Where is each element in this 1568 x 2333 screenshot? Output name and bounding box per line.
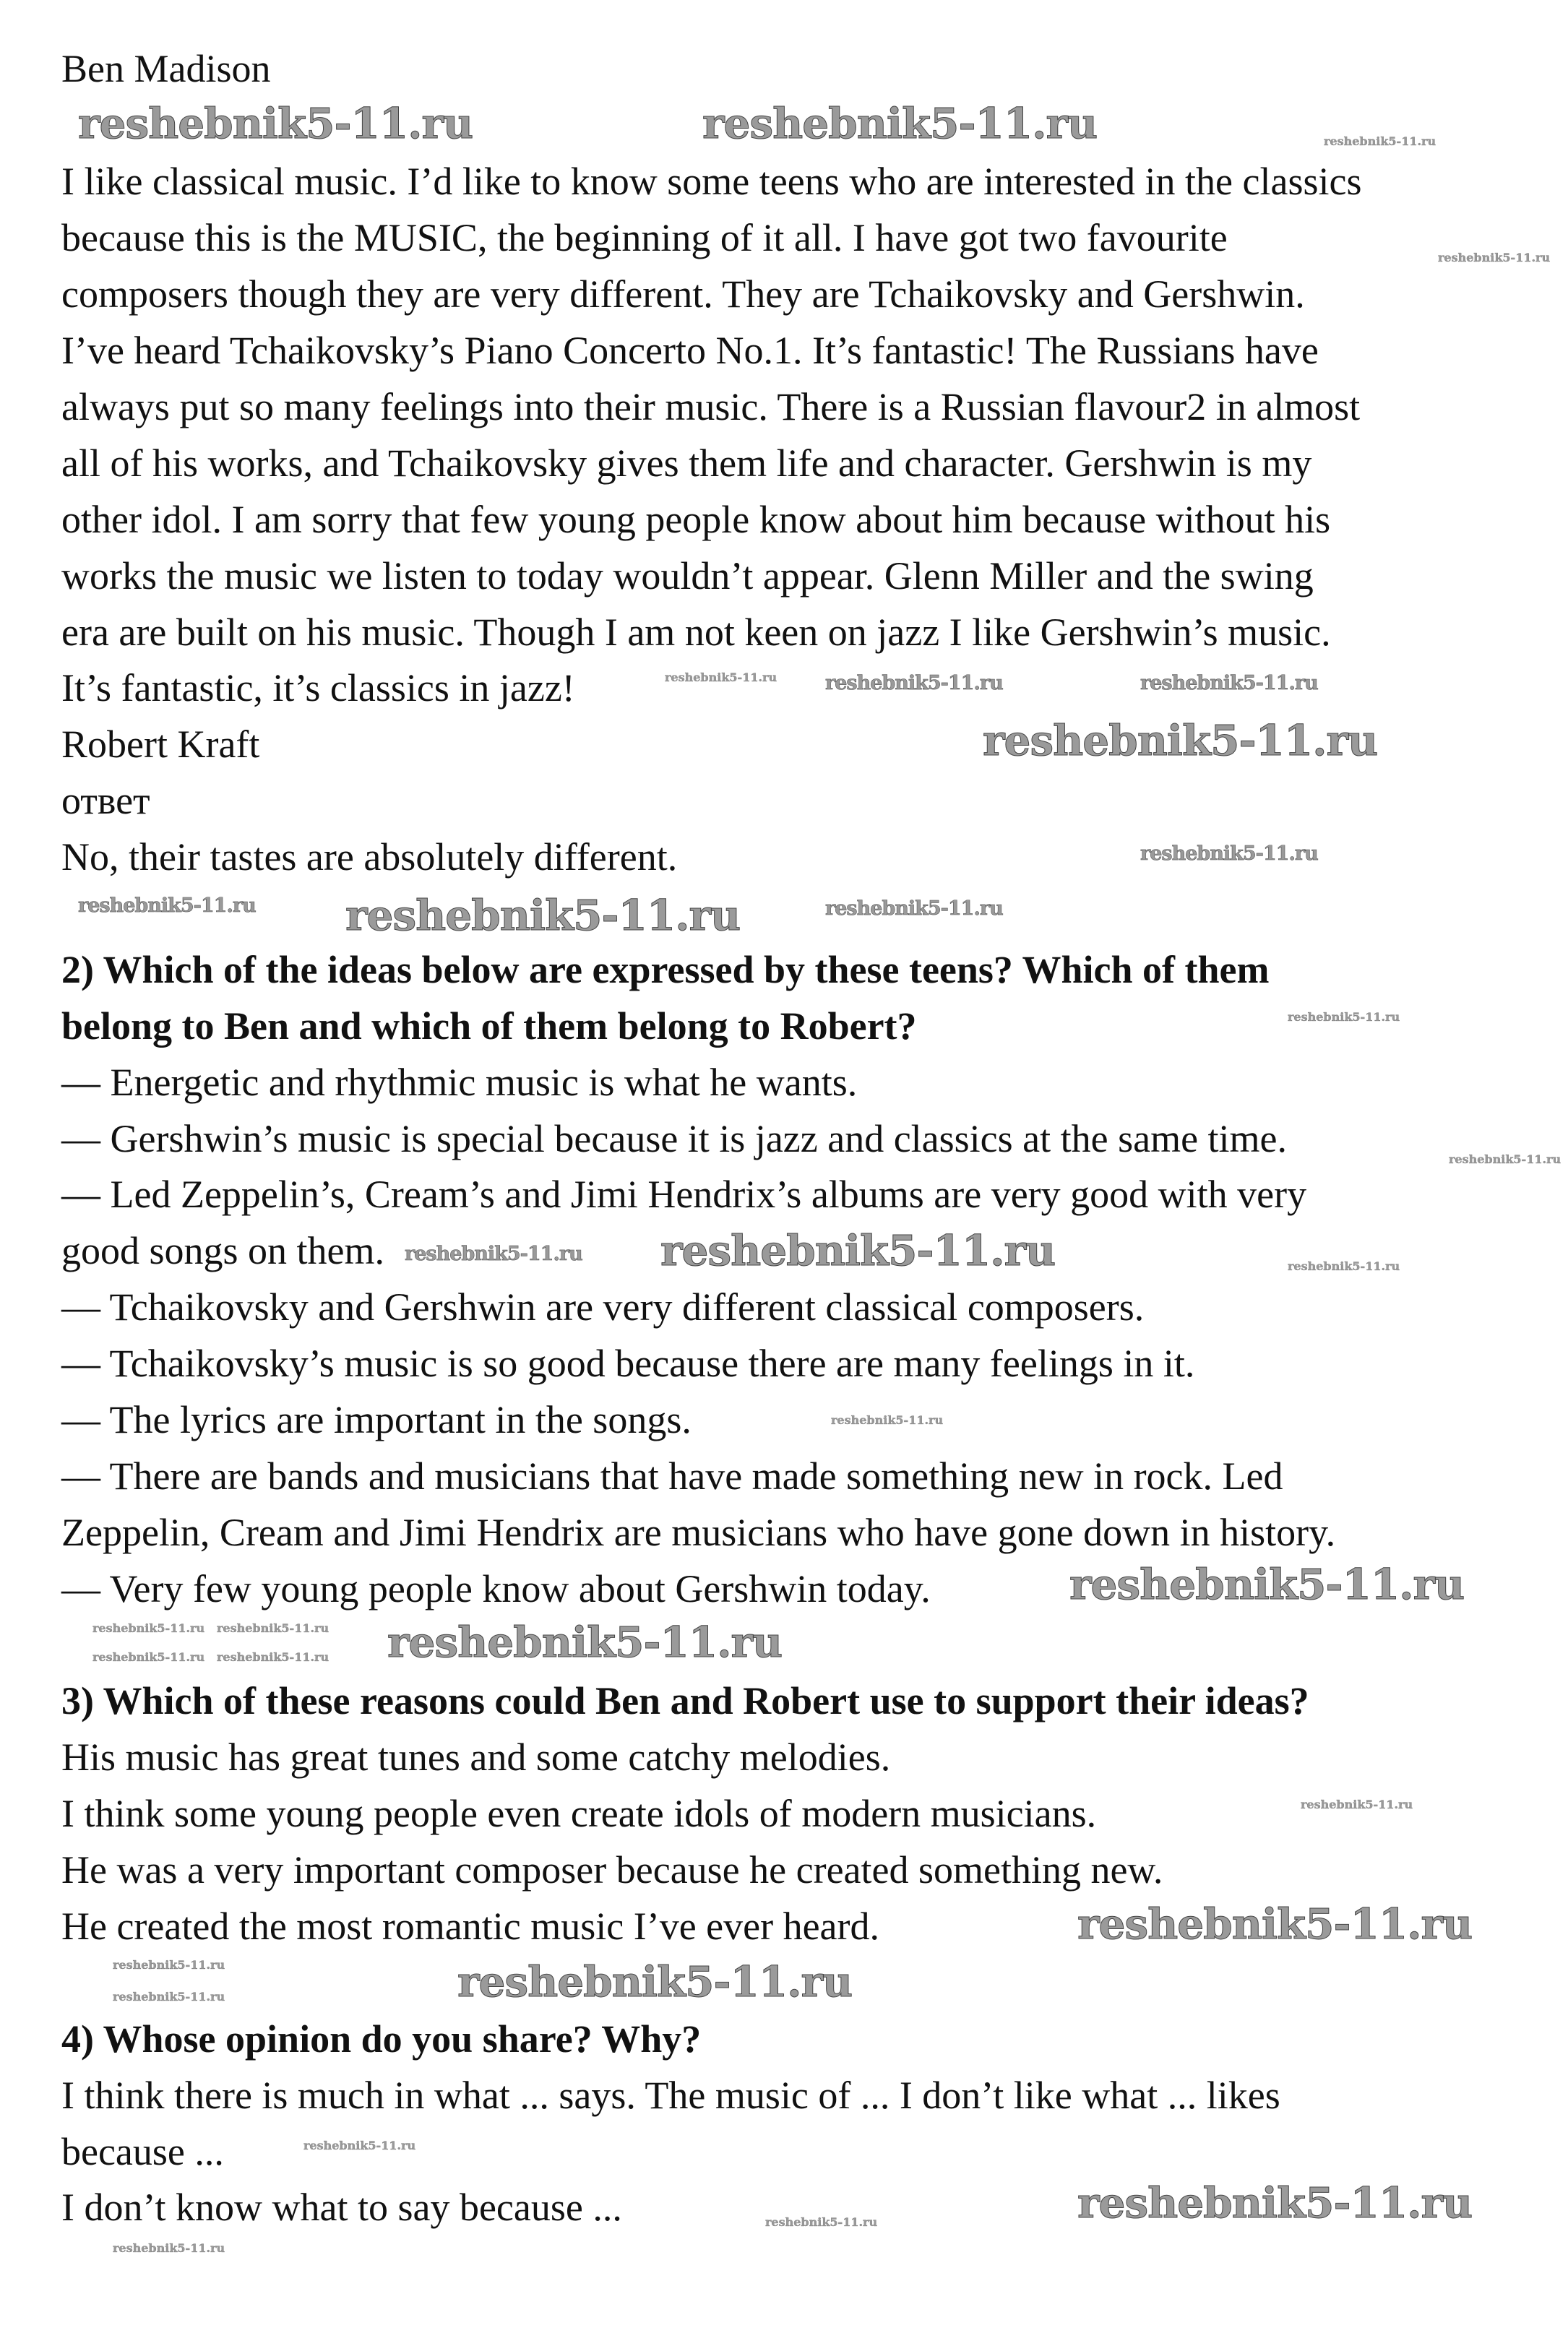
watermark: reshebnik5-11.ru xyxy=(92,1650,205,1664)
reason-line: He was a very important composer because he created something new. xyxy=(61,1848,1163,1892)
watermark: reshebnik5-11.ru xyxy=(113,1990,225,2004)
author-ben-madison: Ben Madison xyxy=(61,47,271,90)
idea-line: — Very few young people know about Gershwin today. xyxy=(61,1567,931,1610)
answer-text: No, their tastes are absolutely different. xyxy=(61,835,678,879)
watermark: reshebnik5-11.ru xyxy=(1301,1798,1413,1811)
idea-line: — There are bands and musicians that have made something new in rock. Led xyxy=(61,1454,1283,1498)
watermark: reshebnik5-11.ru xyxy=(387,1618,783,1667)
watermark: reshebnik5-11.ru xyxy=(1449,1152,1561,1166)
idea-line: — Tchaikovsky and Gershwin are very different classical composers. xyxy=(61,1285,1145,1329)
watermark: reshebnik5-11.ru xyxy=(1324,134,1436,148)
paragraph-line: composers though they are very different. They are Tchaikovsky and Gershwin. xyxy=(61,272,1305,316)
question-3-heading: 3) Which of these reasons could Ben and Robert use to support their ideas? xyxy=(61,1679,1309,1722)
watermark: reshebnik5-11.ru xyxy=(825,672,1003,694)
paragraph-line: era are built on his music. Though I am not keen on jazz I like Gershwin’s music. xyxy=(61,611,1331,654)
idea-line: — The lyrics are important in the songs. xyxy=(61,1398,692,1441)
watermark: reshebnik5-11.ru xyxy=(92,1621,205,1635)
watermark: reshebnik5-11.ru xyxy=(702,99,1098,148)
watermark: reshebnik5-11.ru xyxy=(405,1243,582,1265)
watermark: reshebnik5-11.ru xyxy=(1077,1899,1473,1949)
opinion-line: I don’t know what to say because ... xyxy=(61,2186,622,2229)
watermark: reshebnik5-11.ru xyxy=(1140,842,1318,865)
watermark: reshebnik5-11.ru xyxy=(78,99,473,148)
answer-label: ответ xyxy=(61,779,150,822)
reason-line: His music has great tunes and some catchy melodies. xyxy=(61,1735,891,1779)
watermark: reshebnik5-11.ru xyxy=(831,1413,944,1427)
watermark: reshebnik5-11.ru xyxy=(660,1226,1056,1275)
paragraph-line: It’s fantastic, it’s classics in jazz! xyxy=(61,666,575,710)
watermark: reshebnik5-11.ru xyxy=(1140,672,1318,694)
watermark: reshebnik5-11.ru xyxy=(1077,2178,1473,2228)
question-4-heading: 4) Whose opinion do you share? Why? xyxy=(61,2017,702,2061)
watermark: reshebnik5-11.ru xyxy=(113,2241,225,2255)
watermark: reshebnik5-11.ru xyxy=(217,1621,329,1635)
author-robert-kraft: Robert Kraft xyxy=(61,723,260,766)
paragraph-line: all of his works, and Tchaikovsky gives them life and character. Gershwin is my xyxy=(61,441,1312,485)
watermark: reshebnik5-11.ru xyxy=(1288,1259,1400,1273)
idea-line: Zeppelin, Cream and Jimi Hendrix are musicians who have gone down in history. xyxy=(61,1511,1336,1554)
paragraph-line: I like classical music. I’d like to know some teens who are interested in the classics xyxy=(61,160,1362,203)
question-2-heading: 2) Which of the ideas below are expressed by these teens? Which of them xyxy=(61,948,1270,991)
watermark: reshebnik5-11.ru xyxy=(983,716,1378,765)
reason-line: I think some young people even create idols of modern musicians. xyxy=(61,1792,1097,1835)
watermark: reshebnik5-11.ru xyxy=(825,897,1003,920)
opinion-line: because ... xyxy=(61,2130,224,2173)
question-2-heading: belong to Ben and which of them belong to Robert? xyxy=(61,1004,917,1048)
watermark: reshebnik5-11.ru xyxy=(1069,1560,1465,1609)
idea-line: good songs on them. xyxy=(61,1229,385,1272)
idea-line: — Gershwin’s music is special because it is jazz and classics at the same time. xyxy=(61,1117,1288,1160)
idea-line: — Led Zeppelin’s, Cream’s and Jimi Hendrix’s albums are very good with very xyxy=(61,1173,1307,1216)
watermark: reshebnik5-11.ru xyxy=(303,2139,416,2152)
watermark: reshebnik5-11.ru xyxy=(113,1958,225,1972)
paragraph-line: because this is the MUSIC, the beginning of it all. I have got two favourite xyxy=(61,216,1228,259)
paragraph-line: works the music we listen to today wouldn’t appear. Glenn Miller and the swing xyxy=(61,554,1314,598)
watermark: reshebnik5-11.ru xyxy=(457,1957,853,2006)
watermark: reshebnik5-11.ru xyxy=(1288,1010,1400,1024)
opinion-line: I think there is much in what ... says. The music of ... I don’t like what ... likes xyxy=(61,2074,1280,2117)
watermark: reshebnik5-11.ru xyxy=(1438,251,1551,264)
reason-line: He created the most romantic music I’ve ever heard. xyxy=(61,1905,879,1948)
watermark: reshebnik5-11.ru xyxy=(345,891,741,940)
idea-line: — Tchaikovsky’s music is so good because there are many feelings in it. xyxy=(61,1342,1195,1385)
paragraph-line: always put so many feelings into their music. There is a Russian flavour2 in almost xyxy=(61,385,1361,428)
watermark: reshebnik5-11.ru xyxy=(78,894,256,917)
idea-line: — Energetic and rhythmic music is what he wants. xyxy=(61,1061,858,1104)
watermark: reshebnik5-11.ru xyxy=(665,670,777,684)
watermark: reshebnik5-11.ru xyxy=(765,2215,878,2229)
watermark: reshebnik5-11.ru xyxy=(217,1650,329,1664)
paragraph-line: other idol. I am sorry that few young people know about him because without his xyxy=(61,498,1331,541)
paragraph-line: I’ve heard Tchaikovsky’s Piano Concerto No.1. It’s fantastic! The Russians have xyxy=(61,329,1319,372)
